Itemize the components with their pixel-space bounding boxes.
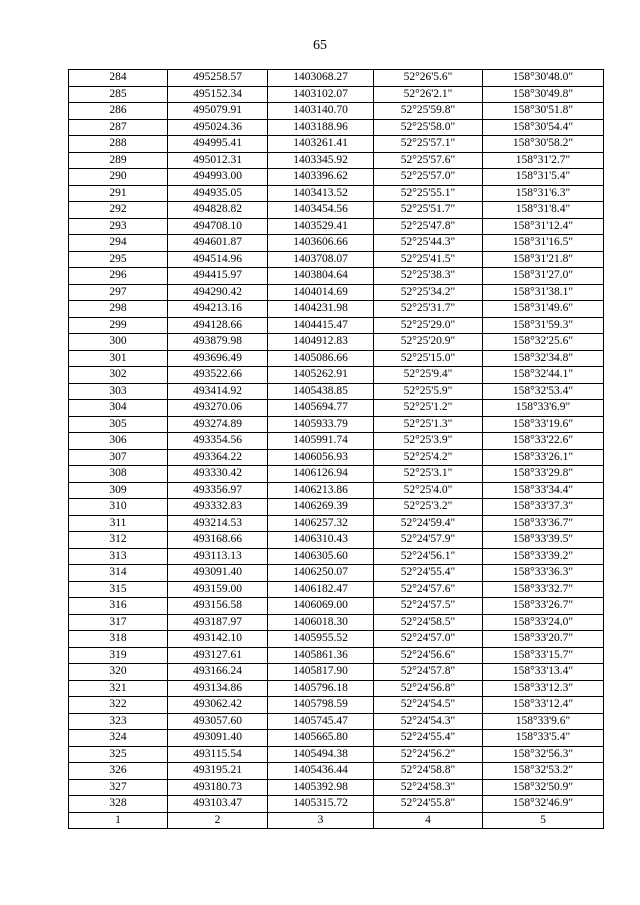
table-row	[69, 400, 604, 417]
point-number-cell: 322	[69, 697, 168, 714]
point-number-cell: 305	[69, 416, 168, 433]
longitude-cell: 158°33'19.6"	[483, 416, 604, 433]
point-number-cell: 307	[69, 449, 168, 466]
table-row	[69, 746, 604, 763]
longitude-cell: 158°32'53.2"	[483, 763, 604, 780]
table-row	[69, 86, 604, 103]
longitude-cell: 158°33'20.7"	[483, 631, 604, 648]
table-row	[69, 284, 604, 301]
table-row	[69, 680, 604, 697]
longitude-cell: 158°31'59.3"	[483, 317, 604, 334]
point-number-cell: 300	[69, 334, 168, 351]
y-coordinate-cell: 1406269.39	[268, 499, 374, 516]
y-coordinate-cell: 1405991.74	[268, 433, 374, 450]
point-number-cell: 302	[69, 367, 168, 384]
point-number-cell: 327	[69, 779, 168, 796]
column-number-cell: 1	[69, 812, 168, 829]
latitude-cell: 52°25'3.1"	[374, 466, 483, 483]
latitude-cell: 52°26'2.1"	[374, 86, 483, 103]
table-row	[69, 763, 604, 780]
latitude-cell: 52°24'57.9"	[374, 532, 483, 549]
latitude-cell: 52°25'44.3"	[374, 235, 483, 252]
x-coordinate-cell: 494415.97	[168, 268, 268, 285]
x-coordinate-cell: 493330.42	[168, 466, 268, 483]
table-row	[69, 730, 604, 747]
point-number-cell: 304	[69, 400, 168, 417]
point-number-cell: 320	[69, 664, 168, 681]
table-row	[69, 466, 604, 483]
y-coordinate-cell: 1403413.52	[268, 185, 374, 202]
y-coordinate-cell: 1403708.07	[268, 251, 374, 268]
point-number-cell: 290	[69, 169, 168, 186]
column-number-cell: 4	[374, 812, 483, 829]
longitude-cell: 158°30'48.0"	[483, 70, 604, 87]
y-coordinate-cell: 1406250.07	[268, 565, 374, 582]
table-row	[69, 647, 604, 664]
point-number-cell: 298	[69, 301, 168, 318]
latitude-cell: 52°25'58.0"	[374, 119, 483, 136]
table-row	[69, 383, 604, 400]
latitude-cell: 52°24'59.4"	[374, 515, 483, 532]
longitude-cell: 158°33'15.7"	[483, 647, 604, 664]
x-coordinate-cell: 495024.36	[168, 119, 268, 136]
longitude-cell: 158°32'25.6"	[483, 334, 604, 351]
longitude-cell: 158°31'6.3"	[483, 185, 604, 202]
table-row	[69, 482, 604, 499]
y-coordinate-cell: 1403345.92	[268, 152, 374, 169]
table-row	[69, 598, 604, 615]
point-number-cell: 312	[69, 532, 168, 549]
latitude-cell: 52°24'57.8"	[374, 664, 483, 681]
point-number-cell: 294	[69, 235, 168, 252]
x-coordinate-cell: 493414.92	[168, 383, 268, 400]
longitude-cell: 158°33'36.3"	[483, 565, 604, 582]
longitude-cell: 158°33'37.3"	[483, 499, 604, 516]
latitude-cell: 52°24'56.2"	[374, 746, 483, 763]
point-number-cell: 313	[69, 548, 168, 565]
table-row	[69, 136, 604, 153]
table-row	[69, 202, 604, 219]
y-coordinate-cell: 1406257.32	[268, 515, 374, 532]
x-coordinate-cell: 495079.91	[168, 103, 268, 120]
longitude-cell: 158°31'12.4"	[483, 218, 604, 235]
y-coordinate-cell: 1406126.94	[268, 466, 374, 483]
y-coordinate-cell: 1403454.56	[268, 202, 374, 219]
latitude-cell: 52°25'3.2"	[374, 499, 483, 516]
column-number-cell: 3	[268, 812, 374, 829]
latitude-cell: 52°24'56.1"	[374, 548, 483, 565]
y-coordinate-cell: 1405861.36	[268, 647, 374, 664]
y-coordinate-cell: 1406056.93	[268, 449, 374, 466]
table-row	[69, 301, 604, 318]
point-number-cell: 325	[69, 746, 168, 763]
longitude-cell: 158°32'46.9"	[483, 796, 604, 813]
column-number-cell: 2	[168, 812, 268, 829]
y-coordinate-cell: 1406305.60	[268, 548, 374, 565]
y-coordinate-cell: 1403102.07	[268, 86, 374, 103]
table-row	[69, 713, 604, 730]
longitude-cell: 158°32'53.4"	[483, 383, 604, 400]
latitude-cell: 52°25'31.7"	[374, 301, 483, 318]
y-coordinate-cell: 1403140.70	[268, 103, 374, 120]
y-coordinate-cell: 1405955.52	[268, 631, 374, 648]
longitude-cell: 158°33'26.7"	[483, 598, 604, 615]
point-number-cell: 324	[69, 730, 168, 747]
table-row	[69, 581, 604, 598]
table-row	[69, 152, 604, 169]
latitude-cell: 52°24'56.6"	[374, 647, 483, 664]
latitude-cell: 52°25'4.2"	[374, 449, 483, 466]
point-number-cell: 289	[69, 152, 168, 169]
longitude-cell: 158°33'12.4"	[483, 697, 604, 714]
x-coordinate-cell: 493214.53	[168, 515, 268, 532]
longitude-cell: 158°31'38.1"	[483, 284, 604, 301]
y-coordinate-cell: 1404912.83	[268, 334, 374, 351]
table-row	[69, 334, 604, 351]
x-coordinate-cell: 493156.58	[168, 598, 268, 615]
x-coordinate-cell: 493270.06	[168, 400, 268, 417]
point-number-cell: 284	[69, 70, 168, 87]
x-coordinate-cell: 493134.86	[168, 680, 268, 697]
y-coordinate-cell: 1406310.43	[268, 532, 374, 549]
table-row	[69, 532, 604, 549]
longitude-cell: 158°33'26.1"	[483, 449, 604, 466]
latitude-cell: 52°25'57.6"	[374, 152, 483, 169]
y-coordinate-cell: 1405494.38	[268, 746, 374, 763]
x-coordinate-cell: 493091.40	[168, 730, 268, 747]
y-coordinate-cell: 1405933.79	[268, 416, 374, 433]
x-coordinate-cell: 495258.57	[168, 70, 268, 87]
x-coordinate-cell: 493115.54	[168, 746, 268, 763]
table-row	[69, 433, 604, 450]
y-coordinate-cell: 1405436.44	[268, 763, 374, 780]
longitude-cell: 158°33'29.8"	[483, 466, 604, 483]
table-row	[69, 697, 604, 714]
latitude-cell: 52°25'20.9"	[374, 334, 483, 351]
table-row	[69, 169, 604, 186]
x-coordinate-cell: 493195.21	[168, 763, 268, 780]
point-number-cell: 310	[69, 499, 168, 516]
x-coordinate-cell: 493522.66	[168, 367, 268, 384]
longitude-cell: 158°32'34.8"	[483, 350, 604, 367]
longitude-cell: 158°31'49.6"	[483, 301, 604, 318]
longitude-cell: 158°33'32.7"	[483, 581, 604, 598]
y-coordinate-cell: 1403529.41	[268, 218, 374, 235]
x-coordinate-cell: 494213.16	[168, 301, 268, 318]
point-number-cell: 311	[69, 515, 168, 532]
y-coordinate-cell: 1405796.18	[268, 680, 374, 697]
longitude-cell: 158°33'39.2"	[483, 548, 604, 565]
x-coordinate-cell: 493057.60	[168, 713, 268, 730]
longitude-cell: 158°33'6.9"	[483, 400, 604, 417]
table-row	[69, 796, 604, 813]
latitude-cell: 52°25'15.0"	[374, 350, 483, 367]
x-coordinate-cell: 493879.98	[168, 334, 268, 351]
y-coordinate-cell: 1406213.86	[268, 482, 374, 499]
table-row	[69, 449, 604, 466]
longitude-cell: 158°33'5.4"	[483, 730, 604, 747]
x-coordinate-cell: 494995.41	[168, 136, 268, 153]
longitude-cell: 158°31'27.0"	[483, 268, 604, 285]
point-number-cell: 288	[69, 136, 168, 153]
point-number-cell: 315	[69, 581, 168, 598]
table-row	[69, 268, 604, 285]
latitude-cell: 52°25'29.0"	[374, 317, 483, 334]
x-coordinate-cell: 493159.00	[168, 581, 268, 598]
latitude-cell: 52°25'51.7"	[374, 202, 483, 219]
longitude-cell: 158°31'2.7"	[483, 152, 604, 169]
y-coordinate-cell: 1405665.80	[268, 730, 374, 747]
latitude-cell: 52°25'3.9"	[374, 433, 483, 450]
point-number-cell: 287	[69, 119, 168, 136]
y-coordinate-cell: 1403261.41	[268, 136, 374, 153]
y-coordinate-cell: 1406018.30	[268, 614, 374, 631]
y-coordinate-cell: 1404014.69	[268, 284, 374, 301]
x-coordinate-cell: 493091.40	[168, 565, 268, 582]
point-number-cell: 308	[69, 466, 168, 483]
table-row	[69, 70, 604, 87]
x-coordinate-cell: 494828.82	[168, 202, 268, 219]
y-coordinate-cell: 1405694.77	[268, 400, 374, 417]
point-number-cell: 316	[69, 598, 168, 615]
longitude-cell: 158°33'34.4"	[483, 482, 604, 499]
x-coordinate-cell: 493180.73	[168, 779, 268, 796]
table-row	[69, 103, 604, 120]
x-coordinate-cell: 493168.66	[168, 532, 268, 549]
point-number-cell: 328	[69, 796, 168, 813]
latitude-cell: 52°25'1.2"	[374, 400, 483, 417]
y-coordinate-cell: 1403804.64	[268, 268, 374, 285]
y-coordinate-cell: 1405745.47	[268, 713, 374, 730]
longitude-cell: 158°32'56.3"	[483, 746, 604, 763]
table-row	[69, 779, 604, 796]
latitude-cell: 52°25'5.9"	[374, 383, 483, 400]
longitude-cell: 158°33'12.3"	[483, 680, 604, 697]
latitude-cell: 52°24'57.0"	[374, 631, 483, 648]
point-number-cell: 321	[69, 680, 168, 697]
point-number-cell: 319	[69, 647, 168, 664]
point-number-cell: 285	[69, 86, 168, 103]
point-number-cell: 326	[69, 763, 168, 780]
longitude-cell: 158°31'21.8"	[483, 251, 604, 268]
table-row	[69, 185, 604, 202]
latitude-cell: 52°24'54.3"	[374, 713, 483, 730]
y-coordinate-cell: 1405315.72	[268, 796, 374, 813]
latitude-cell: 52°24'57.5"	[374, 598, 483, 615]
x-coordinate-cell: 493062.42	[168, 697, 268, 714]
longitude-cell: 158°33'24.0"	[483, 614, 604, 631]
y-coordinate-cell: 1405438.85	[268, 383, 374, 400]
table-row	[69, 235, 604, 252]
longitude-cell: 158°30'58.2"	[483, 136, 604, 153]
longitude-cell: 158°31'16.5"	[483, 235, 604, 252]
longitude-cell: 158°32'50.9"	[483, 779, 604, 796]
point-number-cell: 306	[69, 433, 168, 450]
latitude-cell: 52°24'55.4"	[374, 730, 483, 747]
latitude-cell: 52°24'55.8"	[374, 796, 483, 813]
y-coordinate-cell: 1403068.27	[268, 70, 374, 87]
x-coordinate-cell: 493332.83	[168, 499, 268, 516]
latitude-cell: 52°25'57.1"	[374, 136, 483, 153]
x-coordinate-cell: 494708.10	[168, 218, 268, 235]
point-number-cell: 295	[69, 251, 168, 268]
x-coordinate-cell: 493166.24	[168, 664, 268, 681]
latitude-cell: 52°24'58.3"	[374, 779, 483, 796]
longitude-cell: 158°31'5.4"	[483, 169, 604, 186]
longitude-cell: 158°30'51.8"	[483, 103, 604, 120]
table-row	[69, 664, 604, 681]
coordinates-table	[68, 69, 604, 829]
y-coordinate-cell: 1405086.66	[268, 350, 374, 367]
latitude-cell: 52°25'38.3"	[374, 268, 483, 285]
y-coordinate-cell: 1404415.47	[268, 317, 374, 334]
latitude-cell: 52°25'34.2"	[374, 284, 483, 301]
table-row	[69, 317, 604, 334]
latitude-cell: 52°24'58.5"	[374, 614, 483, 631]
latitude-cell: 52°24'56.8"	[374, 680, 483, 697]
point-number-cell: 303	[69, 383, 168, 400]
longitude-cell: 158°33'13.4"	[483, 664, 604, 681]
x-coordinate-cell: 494601.87	[168, 235, 268, 252]
y-coordinate-cell: 1403606.66	[268, 235, 374, 252]
point-number-cell: 293	[69, 218, 168, 235]
point-number-cell: 318	[69, 631, 168, 648]
latitude-cell: 52°25'9.4"	[374, 367, 483, 384]
latitude-cell: 52°24'58.8"	[374, 763, 483, 780]
x-coordinate-cell: 494514.96	[168, 251, 268, 268]
x-coordinate-cell: 493354.56	[168, 433, 268, 450]
x-coordinate-cell: 493103.47	[168, 796, 268, 813]
latitude-cell: 52°25'1.3"	[374, 416, 483, 433]
y-coordinate-cell: 1405798.59	[268, 697, 374, 714]
point-number-cell: 297	[69, 284, 168, 301]
x-coordinate-cell: 494290.42	[168, 284, 268, 301]
point-number-cell: 323	[69, 713, 168, 730]
page-number: 65	[313, 38, 327, 53]
latitude-cell: 52°25'4.0"	[374, 482, 483, 499]
x-coordinate-cell: 494935.05	[168, 185, 268, 202]
point-number-cell: 292	[69, 202, 168, 219]
x-coordinate-cell: 495012.31	[168, 152, 268, 169]
point-number-cell: 299	[69, 317, 168, 334]
x-coordinate-cell: 493356.97	[168, 482, 268, 499]
table-row	[69, 416, 604, 433]
longitude-cell: 158°31'8.4"	[483, 202, 604, 219]
point-number-cell: 291	[69, 185, 168, 202]
table-row	[69, 515, 604, 532]
latitude-cell: 52°25'41.5"	[374, 251, 483, 268]
point-number-cell: 309	[69, 482, 168, 499]
table-row	[69, 548, 604, 565]
point-number-cell: 286	[69, 103, 168, 120]
point-number-cell: 301	[69, 350, 168, 367]
y-coordinate-cell: 1406182.47	[268, 581, 374, 598]
table-row	[69, 499, 604, 516]
longitude-cell: 158°32'44.1"	[483, 367, 604, 384]
longitude-cell: 158°33'22.6"	[483, 433, 604, 450]
column-number-row	[69, 812, 604, 829]
y-coordinate-cell: 1405392.98	[268, 779, 374, 796]
latitude-cell: 52°25'47.8"	[374, 218, 483, 235]
table-row	[69, 614, 604, 631]
latitude-cell: 52°25'59.8"	[374, 103, 483, 120]
table-row	[69, 119, 604, 136]
latitude-cell: 52°24'54.5"	[374, 697, 483, 714]
longitude-cell: 158°30'54.4"	[483, 119, 604, 136]
table-row	[69, 631, 604, 648]
table-body	[69, 70, 604, 829]
x-coordinate-cell: 493364.22	[168, 449, 268, 466]
x-coordinate-cell: 495152.34	[168, 86, 268, 103]
latitude-cell: 52°25'55.1"	[374, 185, 483, 202]
table-row	[69, 367, 604, 384]
y-coordinate-cell: 1404231.98	[268, 301, 374, 318]
y-coordinate-cell: 1403188.96	[268, 119, 374, 136]
table-row	[69, 251, 604, 268]
longitude-cell: 158°33'9.6"	[483, 713, 604, 730]
latitude-cell: 52°25'57.0"	[374, 169, 483, 186]
longitude-cell: 158°30'49.8"	[483, 86, 604, 103]
x-coordinate-cell: 493696.49	[168, 350, 268, 367]
point-number-cell: 317	[69, 614, 168, 631]
x-coordinate-cell: 493142.10	[168, 631, 268, 648]
latitude-cell: 52°24'55.4"	[374, 565, 483, 582]
table-row	[69, 218, 604, 235]
longitude-cell: 158°33'36.7"	[483, 515, 604, 532]
x-coordinate-cell: 493127.61	[168, 647, 268, 664]
x-coordinate-cell: 493187.97	[168, 614, 268, 631]
x-coordinate-cell: 494128.66	[168, 317, 268, 334]
x-coordinate-cell: 493113.13	[168, 548, 268, 565]
y-coordinate-cell: 1405817.90	[268, 664, 374, 681]
x-coordinate-cell: 493274.89	[168, 416, 268, 433]
point-number-cell: 296	[69, 268, 168, 285]
latitude-cell: 52°24'57.6"	[374, 581, 483, 598]
table-row	[69, 565, 604, 582]
y-coordinate-cell: 1406069.00	[268, 598, 374, 615]
y-coordinate-cell: 1405262.91	[268, 367, 374, 384]
longitude-cell: 158°33'39.5"	[483, 532, 604, 549]
x-coordinate-cell: 494993.00	[168, 169, 268, 186]
point-number-cell: 314	[69, 565, 168, 582]
column-number-cell: 5	[483, 812, 604, 829]
table-row	[69, 350, 604, 367]
y-coordinate-cell: 1403396.62	[268, 169, 374, 186]
latitude-cell: 52°26'5.6"	[374, 70, 483, 87]
